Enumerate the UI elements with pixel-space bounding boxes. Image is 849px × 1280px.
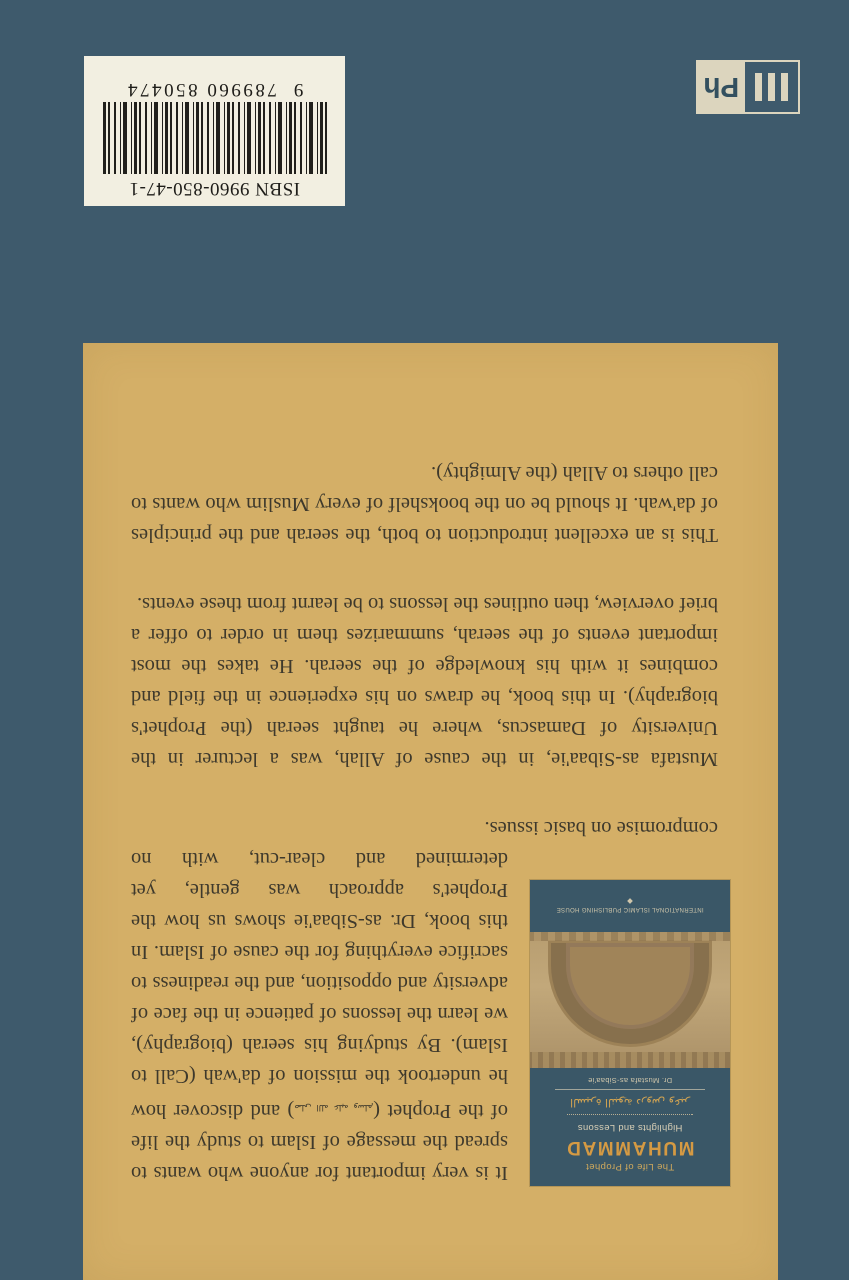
solid-divider — [555, 1089, 705, 1090]
thumbnail-title: MUHAMMAD — [565, 1137, 695, 1158]
barcode-bars — [102, 102, 328, 174]
iiph-logo-bars — [745, 62, 798, 112]
dotted-divider — [567, 1114, 693, 1115]
publisher-mark-icon — [627, 899, 633, 905]
blurb-paragraph-2: Mustafa as-Sibaa'ie, in the cause of Allah, was a lecturer in the University of Damascus, where he taught seerah (the Prophet's biography). In this book, he draws on his experience in the field and combines it with his knowledge of the seerah. He takes the most important events of the seerah, summarizes them in order to offer a brief overview, then outlines the lessons to be learnt from these events. — [131, 593, 718, 770]
thumbnail-series-label: The Life of Prophet — [585, 1161, 675, 1172]
thumbnail-publisher-band — [556, 880, 703, 932]
logo-bar-icon — [768, 73, 775, 101]
carved-frieze-bottom — [530, 932, 730, 941]
pbuh-honorific-symbol: صلى الله عليه وسلم — [294, 1102, 374, 1112]
logo-bar-icon — [755, 73, 762, 101]
thumbnail-author: Dr. Mustafa as-Sibaa'ie — [587, 1076, 673, 1085]
barcode-block — [84, 56, 345, 206]
blurb-paragraph-3: This is an excellent introduction to both, the seerah and the principles of da'wah. It should be on the bookshelf of every Muslim who wants to call others to Allah (the Almighty). — [131, 462, 718, 546]
paragraph-1-text: It is very important for anyone who wants to spread the message of Islam to study the life of the Prophet ( — [131, 1100, 508, 1184]
iiph-logo-text: Ph — [698, 62, 745, 112]
iiph-logo — [696, 60, 800, 114]
thumbnail-publisher: INTERNATIONAL ISLAMIC PUBLISHING HOUSE — [556, 906, 704, 913]
front-cover-thumbnail — [530, 880, 730, 1186]
carved-frieze-top — [530, 1052, 730, 1068]
thumbnail-subtitle: Highlights and Lessons — [577, 1122, 683, 1133]
isbn-label: ISBN 9960-850-47-1 — [128, 178, 301, 199]
thumbnail-arabic-title: السيرة النبوية دروس وعبر — [570, 1096, 690, 1109]
logo-bar-icon — [781, 73, 788, 101]
paragraph-1-text-cont: ) and discover how he undertook the mission of da'wah (Call to Islam). By studying his seerah (biography), we learn the lessons of patience in the face of adversity and opposition, and the readiness to sacrifice everything for the cause of Islam. In this book, Dr. as-Sibaa'ie shows us how the Prophet's approach was gentle, yet determined and clear-cut, with no compromise on basic issues. — [131, 817, 718, 1122]
blurb-panel — [83, 343, 778, 1280]
stone-arch-illustration — [551, 943, 709, 1044]
thumbnail-photo — [530, 932, 730, 1068]
barcode-digits: 9 789960 850474 — [125, 79, 304, 100]
